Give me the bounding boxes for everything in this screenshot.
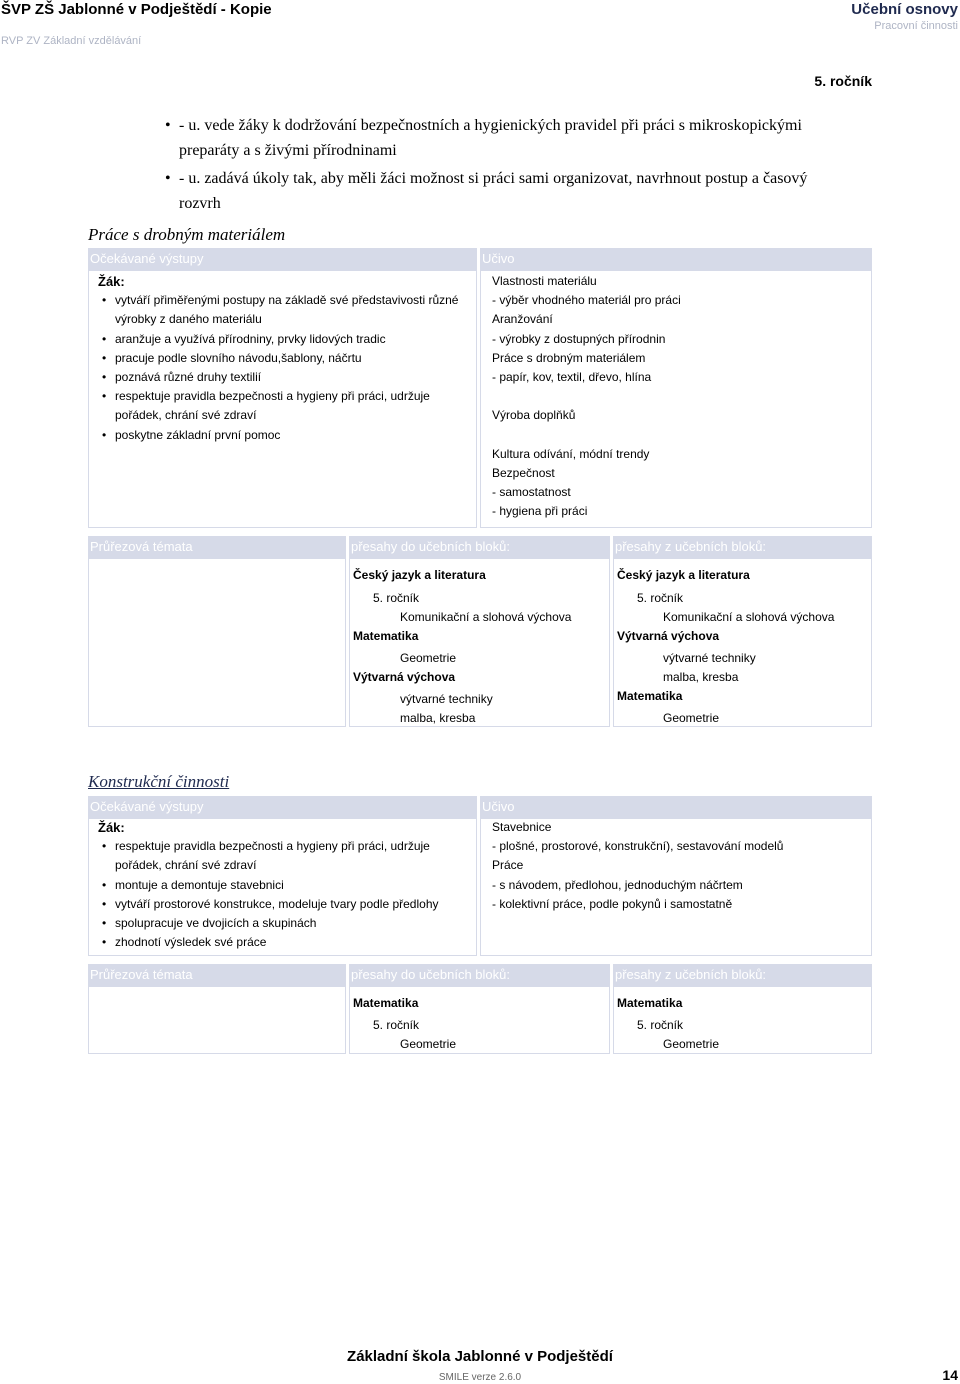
student-label: Žák:: [98, 820, 125, 835]
topic-item: Geometrie: [400, 1037, 457, 1051]
section1-from-header: přesahy z učebních bloků:: [613, 536, 872, 558]
intro-bullet: • - u. vede žáky k dodržování bezpečnostních a hygienických pravidel při práci s mikroskopickými preparáty a s živými přírodninami: [165, 113, 825, 163]
section2-outcomes-header: Očekávané výstupy: [88, 796, 477, 818]
outcome-item: • vytváří přiměřenými postupy na základě své představivosti různé výrobky z daného materiálu: [98, 291, 470, 329]
section1-themes-box: [88, 558, 346, 727]
curriculum-line: - samostatnost: [492, 485, 571, 500]
curriculum-line: - plošné, prostorové, konstrukční), sestavování modelů: [492, 839, 784, 854]
topic-item: výtvarné techniky: [400, 692, 493, 706]
outcome-item: • spolupracuje ve dvojicích a skupinách: [98, 914, 470, 933]
outcome-item: • poskytne základní první pomoc: [98, 426, 470, 445]
curriculum-line: Práce s drobným materiálem: [492, 350, 646, 365]
curriculum-line: Stavebnice: [492, 820, 552, 834]
subject-name: Pracovní činnosti: [874, 20, 958, 32]
outcome-item: • respektuje pravidla bezpečnosti a hygieny při práci, udržuje pořádek, chrání své zdraví: [98, 387, 470, 425]
grade-item: 5. ročník: [637, 1018, 684, 1032]
section1-to-header: přesahy do učebních bloků:: [349, 536, 610, 558]
topic-item: malba, kresba: [663, 670, 739, 684]
grade-item: 5. ročník: [637, 591, 684, 605]
section2-curriculum-header: Učivo: [480, 796, 872, 818]
section1-title: Práce s drobným materiálem: [88, 225, 286, 244]
subject-link[interactable]: Český jazyk a literatura: [617, 568, 750, 582]
curriculum-line: - kolektivní práce, podle pokynů i samostatně: [492, 896, 733, 911]
outcome-item: • aranžuje a využívá přírodniny, prvky lidových tradic: [98, 330, 470, 349]
section2-from-header: přesahy z učebních bloků:: [613, 964, 872, 986]
grade-label: 5. ročník: [814, 73, 872, 89]
outcome-item: • poznává různé druhy textilií: [98, 368, 470, 387]
curriculum-line: - papír, kov, textil, dřevo, hlína: [492, 370, 652, 385]
section1-themes-header: Průřezová témata: [88, 536, 346, 558]
topic-item: Geometrie: [663, 1037, 720, 1051]
curriculum-line: Kultura odívání, módní trendy: [492, 446, 650, 461]
topic-item: Geometrie: [400, 651, 457, 665]
subject-link[interactable]: Matematika: [353, 996, 419, 1010]
subject-link[interactable]: Výtvarná výchova: [353, 670, 456, 684]
grade-item: 5. ročník: [373, 1018, 420, 1032]
subject-link[interactable]: Matematika: [617, 996, 683, 1010]
curriculum-line: - s návodem, předlohou, jednoduchým náčrtem: [492, 877, 743, 892]
outcome-item: • pracuje podle slovního návodu,šablony, náčrtu: [98, 349, 470, 368]
page-number: 14: [942, 1367, 958, 1383]
subject-link[interactable]: Matematika: [353, 629, 419, 643]
section1-curriculum: [492, 272, 862, 522]
subject-link[interactable]: Výtvarná výchova: [617, 629, 720, 643]
section1-curriculum-header: Učivo: [480, 248, 872, 270]
topic-item: výtvarné techniky: [663, 651, 756, 665]
section2-to-header: přesahy do učebních bloků:: [349, 964, 610, 986]
curriculum-line: Práce: [492, 858, 524, 873]
curriculum-line: - výrobky z dostupných přírodnin: [492, 331, 666, 346]
section2-themes-header: Průřezová témata: [88, 964, 346, 986]
curriculum-line: - výběr vhodného materiál pro práci: [492, 293, 681, 308]
section-title: Učební osnovy: [851, 1, 958, 18]
section1-outcomes-header: Očekávané výstupy: [88, 248, 477, 270]
curriculum-line: Vlastnosti materiálu: [492, 274, 597, 288]
document-title: ŠVP ZŠ Jablonné v Podještědí - Kopie: [1, 1, 272, 18]
section2-outcomes: [98, 818, 470, 952]
outcome-item: • respektuje pravidla bezpečnosti a hygieny při práci, udržuje pořádek, chrání své zdraví: [98, 837, 470, 875]
footer-school-name: Základní škola Jablonné v Podještědí: [347, 1348, 613, 1365]
section1-outcomes: [98, 272, 470, 445]
section2-title: Konstrukční činnosti: [88, 772, 230, 791]
section2-curriculum: [492, 818, 862, 914]
topic-item: Komunikační a slohová výchova: [400, 610, 572, 624]
intro-bullet-list: [165, 113, 825, 219]
topic-item: malba, kresba: [400, 711, 476, 725]
grade-item: 5. ročník: [373, 591, 420, 605]
outcome-item: • montuje a demontuje stavebnici: [98, 876, 470, 895]
curriculum-line: Aranžování: [492, 312, 553, 327]
curriculum-line: Výroba doplňků: [492, 408, 576, 423]
topic-item: Komunikační a slohová výchova: [663, 610, 835, 624]
subject-link[interactable]: Český jazyk a literatura: [353, 568, 486, 582]
curriculum-line: Bezpečnost: [492, 466, 555, 480]
student-label: Žák:: [98, 274, 125, 289]
section2-themes-box: [88, 986, 346, 1054]
footer-version: SMILE verze 2.6.0: [438, 1372, 522, 1383]
subject-link[interactable]: Matematika: [617, 689, 683, 703]
curriculum-line: - hygiena při práci: [492, 504, 588, 519]
intro-bullet: • - u. zadává úkoly tak, aby měli žáci možnost si práci sami organizovat, navrhnout postup a časový rozvrh: [165, 166, 825, 216]
outcome-item: • vytváří prostorové konstrukce, modeluje tvary podle předlohy: [98, 895, 470, 914]
topic-item: Geometrie: [663, 711, 720, 725]
outcome-item: • zhodnotí výsledek své práce: [98, 933, 470, 952]
document-subtitle: RVP ZV Základní vzdělávání: [1, 35, 142, 47]
